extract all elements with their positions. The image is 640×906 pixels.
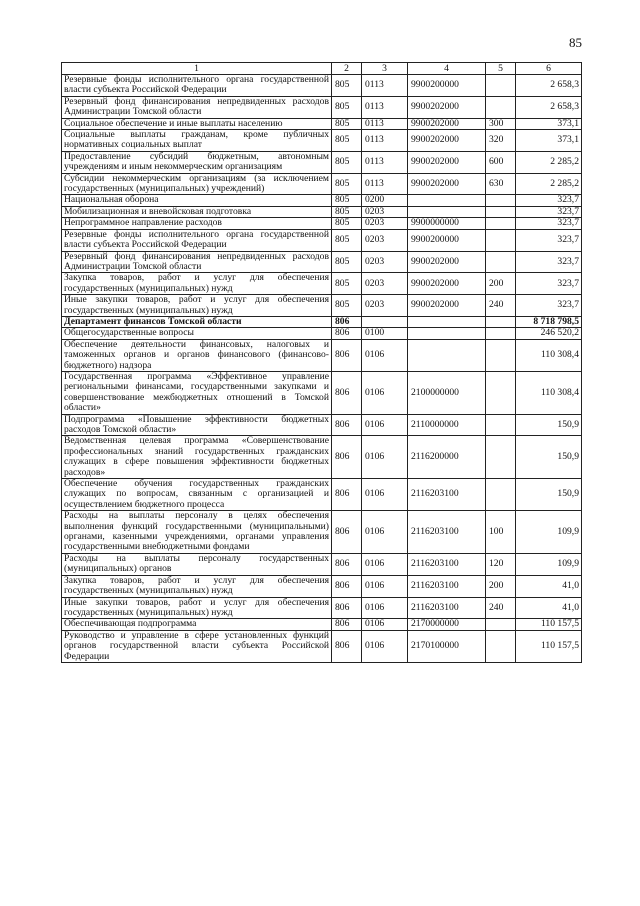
row-admin-code: 805 — [332, 229, 362, 251]
row-admin-code: 805 — [332, 206, 362, 217]
row-admin-code: 806 — [332, 553, 362, 575]
row-target-code — [408, 316, 486, 327]
row-name: Резервный фонд финансирования непредвиденных расходов Администрации Томской области — [62, 251, 332, 273]
row-expense-type: 300 — [486, 118, 516, 129]
row-name: Обеспечение обучения государственных гражданских служащих по вопросам, связанным с организацией и осуществлением бюджетного процесса — [62, 479, 332, 511]
table-row — [62, 328, 582, 339]
row-expense-type — [486, 619, 516, 630]
table-header — [62, 63, 582, 75]
row-admin-code: 805 — [332, 251, 362, 273]
row-amount: 110 157,5 — [516, 630, 582, 662]
table-row — [62, 339, 582, 371]
table-body — [62, 75, 582, 663]
row-name: Социальное обеспечение и иные выплаты населению — [62, 118, 332, 129]
row-expense-type — [486, 328, 516, 339]
row-amount: 150,9 — [516, 436, 582, 479]
row-admin-code: 806 — [332, 511, 362, 554]
row-admin-code: 805 — [332, 75, 362, 97]
header-col-admin: 2 — [332, 63, 362, 75]
row-admin-code: 805 — [332, 96, 362, 118]
row-target-code: 9900202000 — [408, 251, 486, 273]
row-admin-code: 806 — [332, 436, 362, 479]
row-expense-type — [486, 479, 516, 511]
row-section-code: 0106 — [362, 630, 408, 662]
table-row — [62, 195, 582, 206]
row-name: Субсидии некоммерческим организациям (за исключением государственных (муниципальных) учреждений) — [62, 173, 332, 195]
row-name: Обеспечивающая подпрограмма — [62, 619, 332, 630]
row-amount: 323,7 — [516, 218, 582, 229]
row-section-code: 0203 — [362, 251, 408, 273]
row-expense-type: 200 — [486, 575, 516, 597]
row-section-code: 0203 — [362, 206, 408, 217]
row-target-code — [408, 206, 486, 217]
row-amount: 109,9 — [516, 553, 582, 575]
row-admin-code: 805 — [332, 118, 362, 129]
row-target-code: 9900202000 — [408, 96, 486, 118]
row-target-code: 9900202000 — [408, 295, 486, 317]
row-expense-type — [486, 414, 516, 436]
row-admin-code: 806 — [332, 619, 362, 630]
header-row — [62, 63, 582, 75]
row-section-code: 0203 — [362, 295, 408, 317]
row-name: Резервные фонды исполнительного органа государственной власти субъекта Российской Федерации — [62, 75, 332, 97]
row-target-code: 2100000000 — [408, 371, 486, 414]
row-name: Закупка товаров, работ и услуг для обеспечения государственных (муниципальных) нужд — [62, 273, 332, 295]
row-section-code: 0113 — [362, 75, 408, 97]
page-number: 85 — [569, 35, 582, 50]
row-admin-code: 806 — [332, 597, 362, 619]
row-target-code: 2116203100 — [408, 553, 486, 575]
table-row — [62, 553, 582, 575]
row-name: Национальная оборона — [62, 195, 332, 206]
table-row — [62, 316, 582, 327]
row-section-code: 0106 — [362, 371, 408, 414]
row-admin-code: 805 — [332, 130, 362, 152]
row-amount: 323,7 — [516, 206, 582, 217]
row-admin-code: 806 — [332, 479, 362, 511]
row-target-code: 9900202000 — [408, 173, 486, 195]
row-name: Расходы на выплаты персоналу государственных (муниципальных) органов — [62, 553, 332, 575]
table-row — [62, 511, 582, 554]
row-expense-type — [486, 195, 516, 206]
row-expense-type — [486, 75, 516, 97]
row-admin-code: 806 — [332, 414, 362, 436]
row-target-code: 9900202000 — [408, 151, 486, 173]
row-target-code: 2116203100 — [408, 597, 486, 619]
row-expense-type — [486, 339, 516, 371]
row-target-code: 9900200000 — [408, 75, 486, 97]
row-expense-type: 240 — [486, 597, 516, 619]
header-col-name: 1 — [62, 63, 332, 75]
row-admin-code: 806 — [332, 630, 362, 662]
row-target-code: 2170100000 — [408, 630, 486, 662]
row-target-code: 9900000000 — [408, 218, 486, 229]
row-amount: 373,1 — [516, 130, 582, 152]
row-admin-code: 805 — [332, 151, 362, 173]
table-row — [62, 436, 582, 479]
table-row — [62, 273, 582, 295]
row-amount: 2 658,3 — [516, 96, 582, 118]
row-target-code — [408, 328, 486, 339]
row-section-code: 0113 — [362, 173, 408, 195]
table-row — [62, 173, 582, 195]
row-name: Социальные выплаты гражданам, кроме публичных нормативных социальных выплат — [62, 130, 332, 152]
table-row — [62, 479, 582, 511]
row-expense-type — [486, 251, 516, 273]
row-target-code: 9900202000 — [408, 273, 486, 295]
row-expense-type — [486, 436, 516, 479]
row-admin-code: 806 — [332, 316, 362, 327]
row-expense-type: 100 — [486, 511, 516, 554]
row-expense-type — [486, 218, 516, 229]
row-expense-type — [486, 630, 516, 662]
row-target-code: 2110000000 — [408, 414, 486, 436]
table-row — [62, 75, 582, 97]
row-admin-code: 805 — [332, 218, 362, 229]
row-amount: 110 157,5 — [516, 619, 582, 630]
row-amount: 41,0 — [516, 597, 582, 619]
row-section-code: 0203 — [362, 218, 408, 229]
row-amount: 41,0 — [516, 575, 582, 597]
row-amount: 323,7 — [516, 251, 582, 273]
row-admin-code: 806 — [332, 575, 362, 597]
row-section-code: 0106 — [362, 597, 408, 619]
row-section-code: 0106 — [362, 575, 408, 597]
row-admin-code: 806 — [332, 371, 362, 414]
row-expense-type — [486, 371, 516, 414]
header-col-amount: 6 — [516, 63, 582, 75]
table-row — [62, 414, 582, 436]
header-col-vr: 5 — [486, 63, 516, 75]
table-row — [62, 630, 582, 662]
table-row — [62, 218, 582, 229]
table-row — [62, 597, 582, 619]
table-row — [62, 295, 582, 317]
row-amount: 8 718 798,5 — [516, 316, 582, 327]
row-amount: 323,7 — [516, 273, 582, 295]
row-name: Подпрограмма «Повышение эффективности бюджетных расходов Томской области» — [62, 414, 332, 436]
row-amount: 150,9 — [516, 414, 582, 436]
row-name: Непрограммное направление расходов — [62, 218, 332, 229]
row-amount: 110 308,4 — [516, 339, 582, 371]
table-row — [62, 619, 582, 630]
row-name: Предоставление субсидий бюджетным, автономным учреждениям и иным некоммерческим организациям — [62, 151, 332, 173]
row-target-code: 2116203100 — [408, 511, 486, 554]
row-admin-code: 806 — [332, 339, 362, 371]
row-amount: 109,9 — [516, 511, 582, 554]
row-section-code: 0106 — [362, 339, 408, 371]
row-section-code: 0113 — [362, 96, 408, 118]
row-expense-type — [486, 229, 516, 251]
row-name: Иные закупки товаров, работ и услуг для обеспечения государственных (муниципальных) нужд — [62, 597, 332, 619]
header-col-section: 3 — [362, 63, 408, 75]
row-name: Департамент финансов Томской области — [62, 316, 332, 327]
table-row — [62, 96, 582, 118]
row-amount: 2 285,2 — [516, 151, 582, 173]
row-target-code — [408, 339, 486, 371]
row-section-code — [362, 316, 408, 327]
row-section-code: 0113 — [362, 118, 408, 129]
row-amount: 2 658,3 — [516, 75, 582, 97]
row-expense-type — [486, 96, 516, 118]
row-expense-type: 630 — [486, 173, 516, 195]
table-row — [62, 206, 582, 217]
budget-table — [61, 62, 582, 663]
table-row — [62, 151, 582, 173]
row-section-code: 0106 — [362, 479, 408, 511]
row-amount: 110 308,4 — [516, 371, 582, 414]
row-target-code: 2116200000 — [408, 436, 486, 479]
row-target-code: 9900202000 — [408, 130, 486, 152]
row-target-code — [408, 195, 486, 206]
row-name: Расходы на выплаты персоналу в целях обеспечения выполнения функций государственными (муниципальными) органами, казенными учреждениями, органами управления государственными внебюджетными фондами — [62, 511, 332, 554]
row-target-code: 2170000000 — [408, 619, 486, 630]
row-amount: 323,7 — [516, 195, 582, 206]
row-name: Общегосударственные вопросы — [62, 328, 332, 339]
table-row — [62, 371, 582, 414]
row-name: Иные закупки товаров, работ и услуг для обеспечения государственных (муниципальных) нужд — [62, 295, 332, 317]
row-section-code: 0106 — [362, 436, 408, 479]
row-expense-type: 240 — [486, 295, 516, 317]
row-amount: 323,7 — [516, 229, 582, 251]
row-expense-type — [486, 206, 516, 217]
table-row — [62, 229, 582, 251]
row-section-code: 0203 — [362, 229, 408, 251]
row-section-code: 0106 — [362, 414, 408, 436]
header-col-target: 4 — [408, 63, 486, 75]
row-admin-code: 805 — [332, 273, 362, 295]
row-section-code: 0100 — [362, 328, 408, 339]
table-row — [62, 118, 582, 129]
row-expense-type — [486, 316, 516, 327]
row-name: Обеспечение деятельности финансовых, налоговых и таможенных органов и органов финансового (финансово-бюджетного) надзора — [62, 339, 332, 371]
row-expense-type: 200 — [486, 273, 516, 295]
row-amount: 373,1 — [516, 118, 582, 129]
row-name: Закупка товаров, работ и услуг для обеспечения государственных (муниципальных) нужд — [62, 575, 332, 597]
row-admin-code: 805 — [332, 295, 362, 317]
row-section-code: 0203 — [362, 273, 408, 295]
row-target-code: 9900202000 — [408, 118, 486, 129]
table-row — [62, 575, 582, 597]
row-expense-type: 320 — [486, 130, 516, 152]
row-section-code: 0113 — [362, 130, 408, 152]
row-target-code: 2116203100 — [408, 575, 486, 597]
row-section-code: 0113 — [362, 151, 408, 173]
row-admin-code: 805 — [332, 173, 362, 195]
row-section-code: 0106 — [362, 553, 408, 575]
row-target-code: 2116203100 — [408, 479, 486, 511]
row-expense-type: 120 — [486, 553, 516, 575]
row-amount: 246 520,2 — [516, 328, 582, 339]
table-row — [62, 251, 582, 273]
row-section-code: 0106 — [362, 619, 408, 630]
row-target-code: 9900200000 — [408, 229, 486, 251]
row-amount: 323,7 — [516, 295, 582, 317]
row-amount: 2 285,2 — [516, 173, 582, 195]
row-name: Ведомственная целевая программа «Совершенствование профессиональных знаний государственных гражданских служащих в сфере повышения эффективности бюджетных расходов» — [62, 436, 332, 479]
row-section-code: 0106 — [362, 511, 408, 554]
row-name: Резервный фонд финансирования непредвиденных расходов Администрации Томской области — [62, 96, 332, 118]
row-name: Резервные фонды исполнительного органа государственной власти субъекта Российской Федерации — [62, 229, 332, 251]
row-amount: 150,9 — [516, 479, 582, 511]
row-admin-code: 805 — [332, 195, 362, 206]
row-name: Мобилизационная и вневойсковая подготовка — [62, 206, 332, 217]
row-section-code: 0200 — [362, 195, 408, 206]
table-row — [62, 130, 582, 152]
row-name: Государственная программа «Эффективное управление региональными финансами, государственными закупками и совершенствование межбюджетных отношений в Томской области» — [62, 371, 332, 414]
row-admin-code: 806 — [332, 328, 362, 339]
row-expense-type: 600 — [486, 151, 516, 173]
row-name: Руководство и управление в сфере установленных функций органов государственной власти субъекта Российской Федерации — [62, 630, 332, 662]
